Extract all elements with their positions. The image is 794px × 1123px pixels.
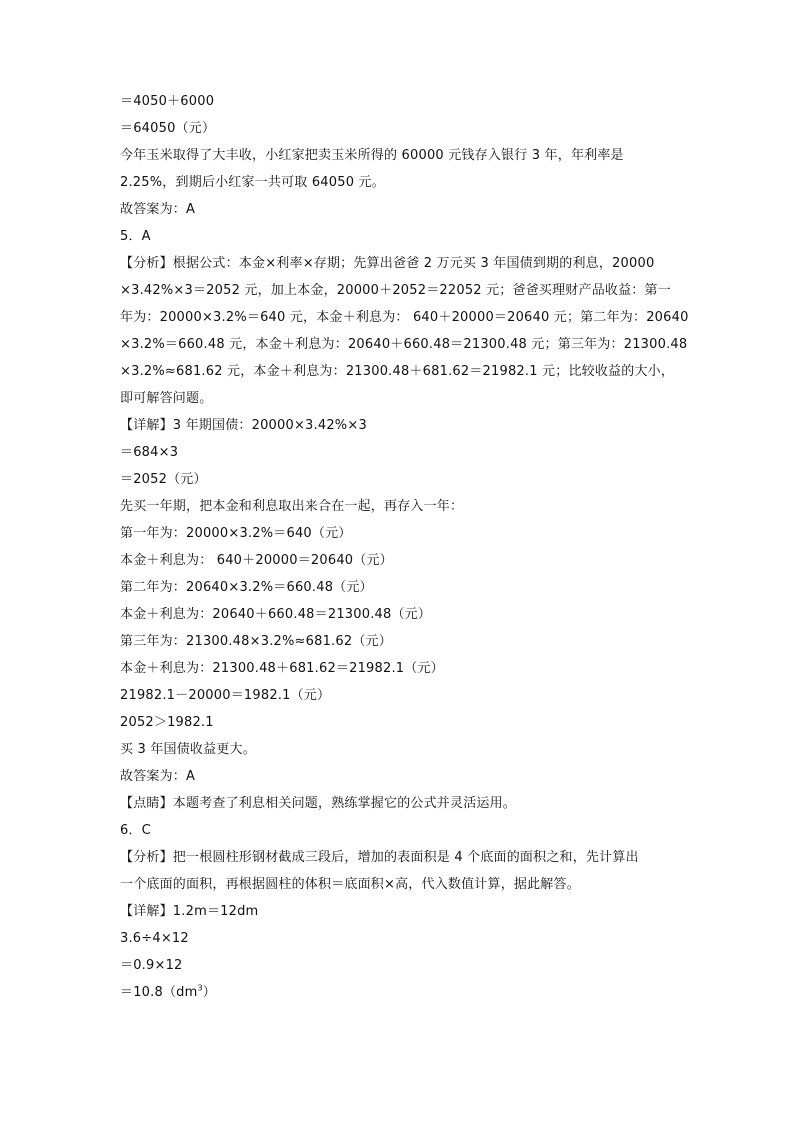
text-line: 年为：20000×3.2%＝640 元，本金＋利息为： 640＋20000＝20640 元；第二年为：20640	[120, 310, 689, 325]
text-line: ＝4050＋6000	[120, 94, 215, 109]
question-number: 5．A	[120, 229, 151, 244]
text-line: 【分析】根据公式：本金×利率×存期；先算出爸爸 2 万元买 3 年国债到期的利息，20000	[120, 256, 655, 271]
text-line-volume-result	[120, 979, 680, 1006]
text-line: 【点睛】本题考查了利息相关问题，熟练掌握它的公式并灵活运用。	[120, 796, 517, 811]
text-line: ＝0.9×12	[120, 958, 183, 973]
text-line: ＝2052（元）	[120, 472, 207, 487]
text-line: 买 3 年国债收益更大。	[120, 742, 256, 757]
document-content	[120, 88, 689, 1006]
text-line: ＝64050（元）	[120, 121, 216, 136]
text-line: 故答案为：A	[120, 202, 196, 217]
text-line: ×3.2%＝660.48 元，本金＋利息为：20640＋660.48＝21300.48 元；第三年为：21300.48	[120, 337, 688, 352]
text-line: 【详解】3 年期国债：20000×3.42%×3	[120, 418, 367, 433]
question-number: 6．C	[120, 823, 151, 838]
text-line: 一个底面的面积，再根据圆柱的体积＝底面积×高，代入数值计算，据此解答。	[120, 877, 580, 892]
text-line: 【详解】1.2m＝12dm	[120, 904, 259, 919]
text-line: 第二年为：20640×3.2%＝660.48（元）	[120, 580, 373, 595]
text-line: 本金＋利息为： 640＋20000＝20640（元）	[120, 553, 393, 568]
text-line: ×3.42%×3＝2052 元，加上本金，20000＋2052＝22052 元；爸爸买理财产品收益：第一	[120, 283, 671, 298]
text-line: 今年玉米取得了大丰收，小红家把卖玉米所得的 60000 元钱存入银行 3 年，年利率是	[120, 148, 624, 163]
text-line: 即可解答问题。	[120, 391, 213, 406]
text-line: ＝684×3	[120, 445, 179, 460]
volume-result-suffix: ）	[202, 985, 216, 1000]
text-line: ×3.2%≈681.62 元，本金＋利息为：21300.48＋681.62＝21982.1 元；比较收益的大小，	[120, 364, 675, 379]
text-line: 3.6÷4×12	[120, 931, 189, 946]
text-line: 故答案为：A	[120, 769, 196, 784]
text-line: 2.25%，到期后小红家一共可取 64050 元。	[120, 175, 385, 190]
text-line: 本金＋利息为：20640＋660.48＝21300.48（元）	[120, 607, 432, 622]
text-line: 2052＞1982.1	[120, 715, 214, 730]
text-line: 本金＋利息为：21300.48＋681.62＝21982.1（元）	[120, 661, 444, 676]
volume-result-prefix: ＝10.8（dm	[120, 985, 198, 1000]
text-line: 先买一年期，把本金和利息取出来合在一起，再存入一年：	[120, 499, 464, 514]
text-line: 【分析】把一根圆柱形钢材截成三段后，增加的表面积是 4 个底面的面积之和，先计算出	[120, 850, 639, 865]
text-line: 第三年为：21300.48×3.2%≈681.62（元）	[120, 634, 392, 649]
volume-unit-superscript: 3	[197, 983, 203, 993]
text-line: 21982.1－20000＝1982.1（元）	[120, 688, 331, 703]
text-line: 第一年为：20000×3.2%＝640（元）	[120, 526, 352, 541]
